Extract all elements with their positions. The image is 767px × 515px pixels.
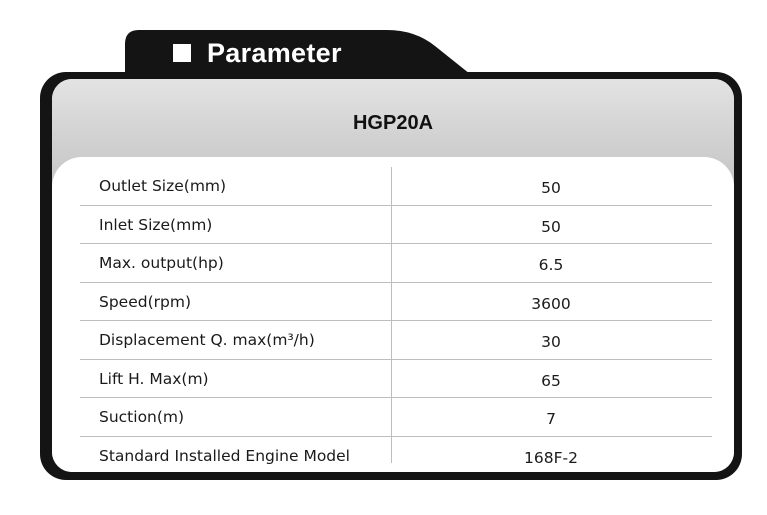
table-row [80,437,712,475]
table-row [80,167,712,206]
model-name: HGP20A [352,112,434,134]
table-row [80,398,712,437]
table-row [80,244,712,283]
spec-label: Outlet Size(mm) [99,177,227,195]
column-divider [391,167,392,463]
table-row [80,360,712,399]
spec-value: 50 [541,217,561,236]
spec-value: 65 [541,371,561,390]
spec-value: 30 [541,333,561,351]
spec-label: Displacement Q. max(m³/h) [99,331,315,349]
table-row [80,283,712,322]
spec-value: 6.5 [538,256,564,274]
square-icon [173,44,191,62]
page-title: Parameter [207,38,342,68]
table-row [80,321,712,360]
spec-value: 3600 [531,294,571,313]
table-row [80,206,712,245]
spec-label: Max. output(hp) [99,254,224,272]
spec-label: Standard Installed Engine Model [99,446,350,465]
spec-value: 50 [541,179,561,197]
spec-value: 168F-2 [524,448,578,467]
spec-value: 7 [546,410,556,428]
spec-table [80,167,712,474]
spec-label: Suction(m) [99,408,185,426]
spec-label: Speed(rpm) [99,292,191,311]
spec-label: Lift H. Max(m) [99,369,209,388]
spec-label: Inlet Size(mm) [99,215,213,234]
